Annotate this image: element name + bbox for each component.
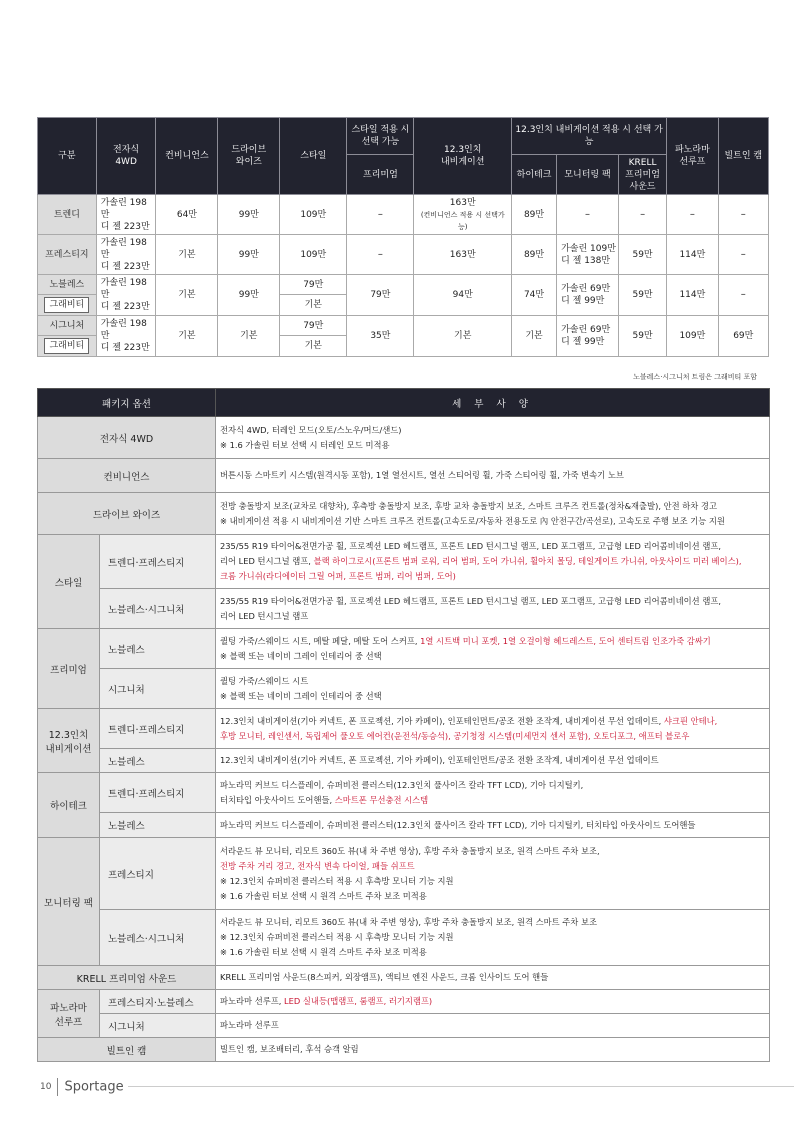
price-row-signature (38, 316, 769, 336)
navi-price (414, 195, 512, 235)
convenience-price: 기본 (156, 316, 218, 357)
desc-note: ※ 1.6 가솔린 터보 선택 시 터레인 모드 미적용 (220, 439, 390, 450)
trim-sub-label: 트렌디·프레스티지 (100, 535, 216, 589)
desc-text: 파노라마 선루프, (220, 996, 285, 1006)
desc-line: 파노라믹 커브드 디스플레이, 슈퍼비전 클러스터(12.3인치 풀사이즈 칼라 TFT LCD), 기아 디지털키, (220, 779, 584, 790)
package-desc (216, 417, 770, 459)
premium-price: 79만 (347, 275, 414, 316)
desc-line: 235/55 R19 타이어&전면가공 휠, 프로젝션 LED 헤드램프, 프론트 LED 턴시그널 램프, LED 포그램프, 고급형 LED 리어콤비네이션 램프, (220, 595, 721, 606)
sub-trim-cell (38, 295, 97, 316)
package-row-panorama-prestige (38, 990, 770, 1014)
header-premium-group: 스타일 적용 시 선택 가능 (347, 118, 414, 155)
package-name: 모니터링 팩 (38, 838, 100, 966)
desc-line: 리어 LED 턴시그널 램프 (220, 610, 309, 621)
package-row-hitech-trendy (38, 773, 770, 813)
cam-price: – (718, 195, 768, 235)
package-row-monitoring-prestige (38, 838, 770, 910)
desc-note: ※ 내비게이션 적용 시 내비게이션 기반 스마트 크루즈 컨트롤(고속도로/자동차 전용도로 內 안전구간/곡선로), 고속도로 주행 보조 기능 지원 (220, 515, 725, 526)
package-row-navi-noble (38, 749, 770, 773)
trim-sub-label: 노블레스 (100, 813, 216, 838)
panorama-price: 109만 (667, 316, 718, 357)
trim-label: 시그니처 (38, 316, 97, 336)
desc-note: ※ 12.3인치 슈퍼비전 클러스터 적용 시 후측방 모니터 기능 지원 (220, 875, 454, 886)
monitoring-price: – (557, 195, 619, 235)
cam-price: – (718, 275, 768, 316)
trim-label: 트렌디 (38, 195, 97, 235)
header-awd: 전자식 4WD (96, 118, 156, 195)
hitech-price: 89만 (511, 195, 556, 235)
package-name: 하이테크 (38, 773, 100, 838)
package-row-panorama-signature (38, 1014, 770, 1038)
package-row-convenience (38, 459, 770, 493)
panorama-price: – (667, 195, 718, 235)
desc-line (220, 793, 765, 808)
package-name: 파노라마 선루프 (38, 990, 100, 1038)
awd-price: 가솔린 198만 디 젤 223만 (96, 195, 156, 235)
package-desc: 파노라믹 커브드 디스플레이, 슈퍼비전 클러스터(12.3인치 풀사이즈 칼라 TFT LCD), 기아 디지털키, 터치타입 아웃사이드 도어핸들 (216, 813, 770, 838)
package-row-hitech-noble (38, 813, 770, 838)
package-name: 프리미엄 (38, 629, 100, 709)
hitech-price: 기본 (511, 316, 556, 357)
package-desc (216, 709, 770, 749)
krell-price: 59만 (618, 235, 666, 275)
desc-note: ※ 1.6 가솔린 터보 선택 시 원격 스마트 주차 보조 미적용 (220, 947, 427, 957)
header-category: 구분 (38, 118, 97, 195)
brand-name: Sportage (64, 1079, 124, 1095)
desc-line: 전방 충돌방지 보조(교차로 대향차), 후측방 충돌방지 보조, 후방 교차 충돌방지 보조, 스마트 크루즈 컨트롤(정차&재출발), 안전 하차 경고 (220, 500, 717, 511)
trim-sub-label: 시그니처 (100, 1014, 216, 1038)
trim-sub-label: 프레스티지 (100, 838, 216, 910)
desc-note: ※ 블랙 또는 네이비 그레이 인테리어 중 선택 (220, 650, 382, 661)
trim-label: 노블레스 (38, 275, 97, 295)
navi-price: 163만 (414, 235, 512, 275)
style-sub-price: 기본 (280, 295, 347, 316)
trim-sub-label: 노블레스 (100, 629, 216, 669)
trim-sub-label: 트렌디·프레스티지 (100, 709, 216, 749)
awd-price: 가솔린 198만 디 젤 223만 (96, 275, 156, 316)
package-name: 12.3인치 내비게이션 (38, 709, 100, 773)
header-panorama: 파노라마 선루프 (667, 118, 718, 195)
premium-price: 35만 (347, 316, 414, 357)
trim-label: 프레스티지 (38, 235, 97, 275)
hitech-price: 89만 (511, 235, 556, 275)
package-row-premium-noble (38, 629, 770, 669)
package-row-drive-wise (38, 493, 770, 535)
desc-text: 12.3인치 내비게이션(기아 커넥트, 폰 프로젝션, 기아 카페이), 인포테인먼트/공조 전환 조작계, 내비게이션 무선 업데이트, (220, 715, 664, 726)
navi-price: 기본 (414, 316, 512, 357)
package-desc: 12.3인치 내비게이션(기아 커넥트, 폰 프로젝션, 기아 카페이), 인포테인먼트/공조 전환 조작계, 내비게이션 무선 업데이트 (216, 749, 770, 773)
package-desc: KRELL 프리미엄 사운드(8스피커, 외장앰프), 액티브 엔진 사운드, 크롬 인사이드 도어 핸들 (216, 966, 770, 990)
desc-note: ※ 12.3인치 슈퍼비전 클러스터 적용 시 후측방 모니터 기능 지원 (220, 932, 454, 942)
package-desc (216, 669, 770, 709)
package-row-premium-signature (38, 669, 770, 709)
convenience-price: 기본 (156, 235, 218, 275)
desc-highlight: 크롬 가니쉬(라디에이터 그릴 어퍼, 프론트 범퍼, 리어 범퍼, 도어) (220, 571, 456, 581)
header-detail: 세 부 사 양 (216, 389, 770, 417)
desc-highlight: 후방 모니터, 레인센서, 독립제어 풀오토 에어컨(운전석/동승석), 공기청정 시스템(미세먼지 센서 포함), 오토디포그, 애프터 블로우 (220, 730, 690, 741)
desc-note: ※ 1.6 가솔린 터보 선택 시 원격 스마트 주차 보조 미적용 (220, 890, 427, 901)
header-cam: 빌트인 캠 (718, 118, 768, 195)
monitoring-price: 가솔린 69만 디 젤 99만 (557, 275, 619, 316)
trim-sub-label: 프레스티지·노블레스 (100, 990, 216, 1014)
premium-price: – (347, 195, 414, 235)
trim-sub-label: 노블레스·시그니처 (100, 589, 216, 629)
desc-text: 리어 LED 턴시그널 램프, (220, 556, 314, 566)
desc-line: 235/55 R19 타이어&전면가공 휠, 프로젝션 LED 헤드램프, 프론트 LED 턴시그널 램프, LED 포그램프, 고급형 LED 리어콤비네이션 램프, (220, 541, 721, 551)
package-row-monitoring-noble (38, 910, 770, 966)
style-sub-price: 기본 (280, 336, 347, 357)
header-navi-group: 12.3인치 내비게이션 적용 시 선택 가능 (511, 118, 666, 155)
price-row-prestige (38, 235, 769, 275)
navi-price-value: 163만 (449, 197, 476, 208)
desc-highlight: 스마트폰 무선충전 시스템 (334, 794, 429, 805)
desc-line: 서라운드 뷰 모니터, 리모트 360도 뷰(내 차 주변 영상), 후방 주차 충돌방지 보조, 원격 스마트 주차 보조, (220, 845, 600, 856)
trim-sub-label: 시그니처 (100, 669, 216, 709)
drive-wise-price: 기본 (218, 316, 280, 357)
cam-price: – (718, 235, 768, 275)
package-row-cam (38, 1038, 770, 1062)
navi-price: 94만 (414, 275, 512, 316)
krell-price: 59만 (618, 275, 666, 316)
price-table (37, 117, 769, 357)
header-drive-wise: 드라이브 와이즈 (218, 118, 280, 195)
package-name: 컨비니언스 (38, 459, 216, 493)
desc-line (220, 554, 765, 569)
package-name: 드라이브 와이즈 (38, 493, 216, 535)
style-price: 109만 (280, 195, 347, 235)
sub-trim-cell (38, 336, 97, 357)
desc-note: ※ 블랙 또는 네이비 그레이 인테리어 중 선택 (220, 690, 382, 701)
header-monitoring: 모니터링 팩 (557, 155, 619, 195)
desc-line (220, 714, 765, 729)
convenience-price: 기본 (156, 275, 218, 316)
desc-highlight: 샤크핀 안테나, (663, 715, 718, 726)
package-header-row (38, 389, 770, 417)
package-desc (216, 493, 770, 535)
desc-highlight: 블랙 하이그로시(프론트 범퍼 로워, 리어 범퍼, 도어 가니쉬, 휠아치 몰딩, 테일게이트 가니쉬, 아웃사이드 미러 베이스), (313, 556, 742, 566)
trim-sub-label: 노블레스·시그니처 (100, 910, 216, 966)
price-row-noblesse (38, 275, 769, 295)
desc-line: 전자식 4WD, 터레인 모드(오토/스노우/머드/샌드) (220, 424, 402, 435)
package-desc (216, 629, 770, 669)
monitoring-price: 가솔린 109만 디 젤 138만 (557, 235, 619, 275)
footer-divider (128, 1086, 794, 1087)
drive-wise-price: 99만 (218, 275, 280, 316)
cam-price: 69만 (718, 316, 768, 357)
footer (40, 1078, 124, 1096)
trim-sub-label: 노블레스 (100, 749, 216, 773)
desc-line (220, 634, 765, 649)
header-style: 스타일 (280, 118, 347, 195)
package-row-krell (38, 966, 770, 990)
footer-separator (57, 1078, 58, 1096)
style-price: 109만 (280, 235, 347, 275)
package-name: 스타일 (38, 535, 100, 629)
header-premium: 프리미엄 (347, 155, 414, 195)
hitech-price: 74만 (511, 275, 556, 316)
package-desc (216, 910, 770, 966)
monitoring-price: 가솔린 69만 디 젤 99만 (557, 316, 619, 357)
package-desc (216, 535, 770, 589)
package-desc (216, 838, 770, 910)
convenience-price: 64만 (156, 195, 218, 235)
desc-highlight: LED 실내등(맵램프, 룸램프, 러기지램프) (284, 996, 433, 1006)
header-hitech: 하이테크 (511, 155, 556, 195)
package-table (37, 388, 770, 1062)
package-name: 전자식 4WD (38, 417, 216, 459)
style-price: 79만 (280, 275, 347, 295)
awd-price: 가솔린 198만 디 젤 223만 (96, 235, 156, 275)
desc-text: 터치타입 아웃사이드 도어핸들, (220, 794, 335, 805)
trim-note: 노블레스·시그니처 트림은 그래비티 포함 (633, 373, 757, 381)
package-desc: 파노라마 선루프 (216, 1014, 770, 1038)
header-convenience: 컨비니언스 (156, 118, 218, 195)
package-row-style-trendy (38, 535, 770, 589)
desc-line: 퀼팅 가죽/스웨이드 시트 (220, 675, 309, 686)
header-krell: KRELL 프리미엄 사운드 (618, 155, 666, 195)
package-desc (216, 589, 770, 629)
package-row-style-noble (38, 589, 770, 629)
panorama-price: 114만 (667, 275, 718, 316)
trim-sub-label: 트렌디·프레스티지 (100, 773, 216, 813)
krell-price: – (618, 195, 666, 235)
desc-highlight: 1열 시트백 미니 포켓, 1열 오걸이형 헤드레스트, 도어 센터트림 인조가죽 감싸기 (420, 635, 711, 646)
desc-text: 퀼팅 가죽/스웨이드 시트, 메탈 페달, 메탈 도어 스커프, (220, 635, 421, 646)
premium-price: – (347, 235, 414, 275)
sub-trim-label: 그래비티 (44, 297, 89, 313)
package-desc: 버튼시동 스마트키 시스템(원격시동 포함), 1열 열선시트, 열선 스티어링 휠, 가죽 스티어링 휠, 가죽 변속기 노브 (216, 459, 770, 493)
awd-price: 가솔린 198만 디 젤 223만 (96, 316, 156, 357)
navi-price-note: (컨비니언스 적용 시 선택가능) (420, 210, 505, 231)
package-name: 빌트인 캠 (38, 1038, 216, 1062)
price-row-trendy (38, 195, 769, 235)
sub-trim-label: 그래비티 (44, 338, 89, 354)
drive-wise-price: 99만 (218, 195, 280, 235)
package-name: KRELL 프리미엄 사운드 (38, 966, 216, 990)
desc-line: 서라운드 뷰 모니터, 리모트 360도 뷰(내 차 주변 영상), 후방 주차 충돌방지 보조, 원격 스마트 주차 보조 (220, 917, 597, 927)
desc-highlight: 전방 주차 거리 경고, 전자식 변속 다이얼, 패들 쉬프트 (220, 860, 415, 871)
package-desc (216, 990, 770, 1014)
page-number: 10 (40, 1082, 52, 1092)
style-price: 79만 (280, 316, 347, 336)
package-row-awd (38, 417, 770, 459)
krell-price: 59만 (618, 316, 666, 357)
header-package-option: 패키지 옵션 (38, 389, 216, 417)
package-desc: 빌트인 캠, 보조배터리, 후석 승객 알림 (216, 1038, 770, 1062)
header-navi: 12.3인치 내비게이션 (414, 118, 512, 195)
package-row-navi-trendy (38, 709, 770, 749)
drive-wise-price: 99만 (218, 235, 280, 275)
panorama-price: 114만 (667, 235, 718, 275)
package-desc (216, 773, 770, 813)
